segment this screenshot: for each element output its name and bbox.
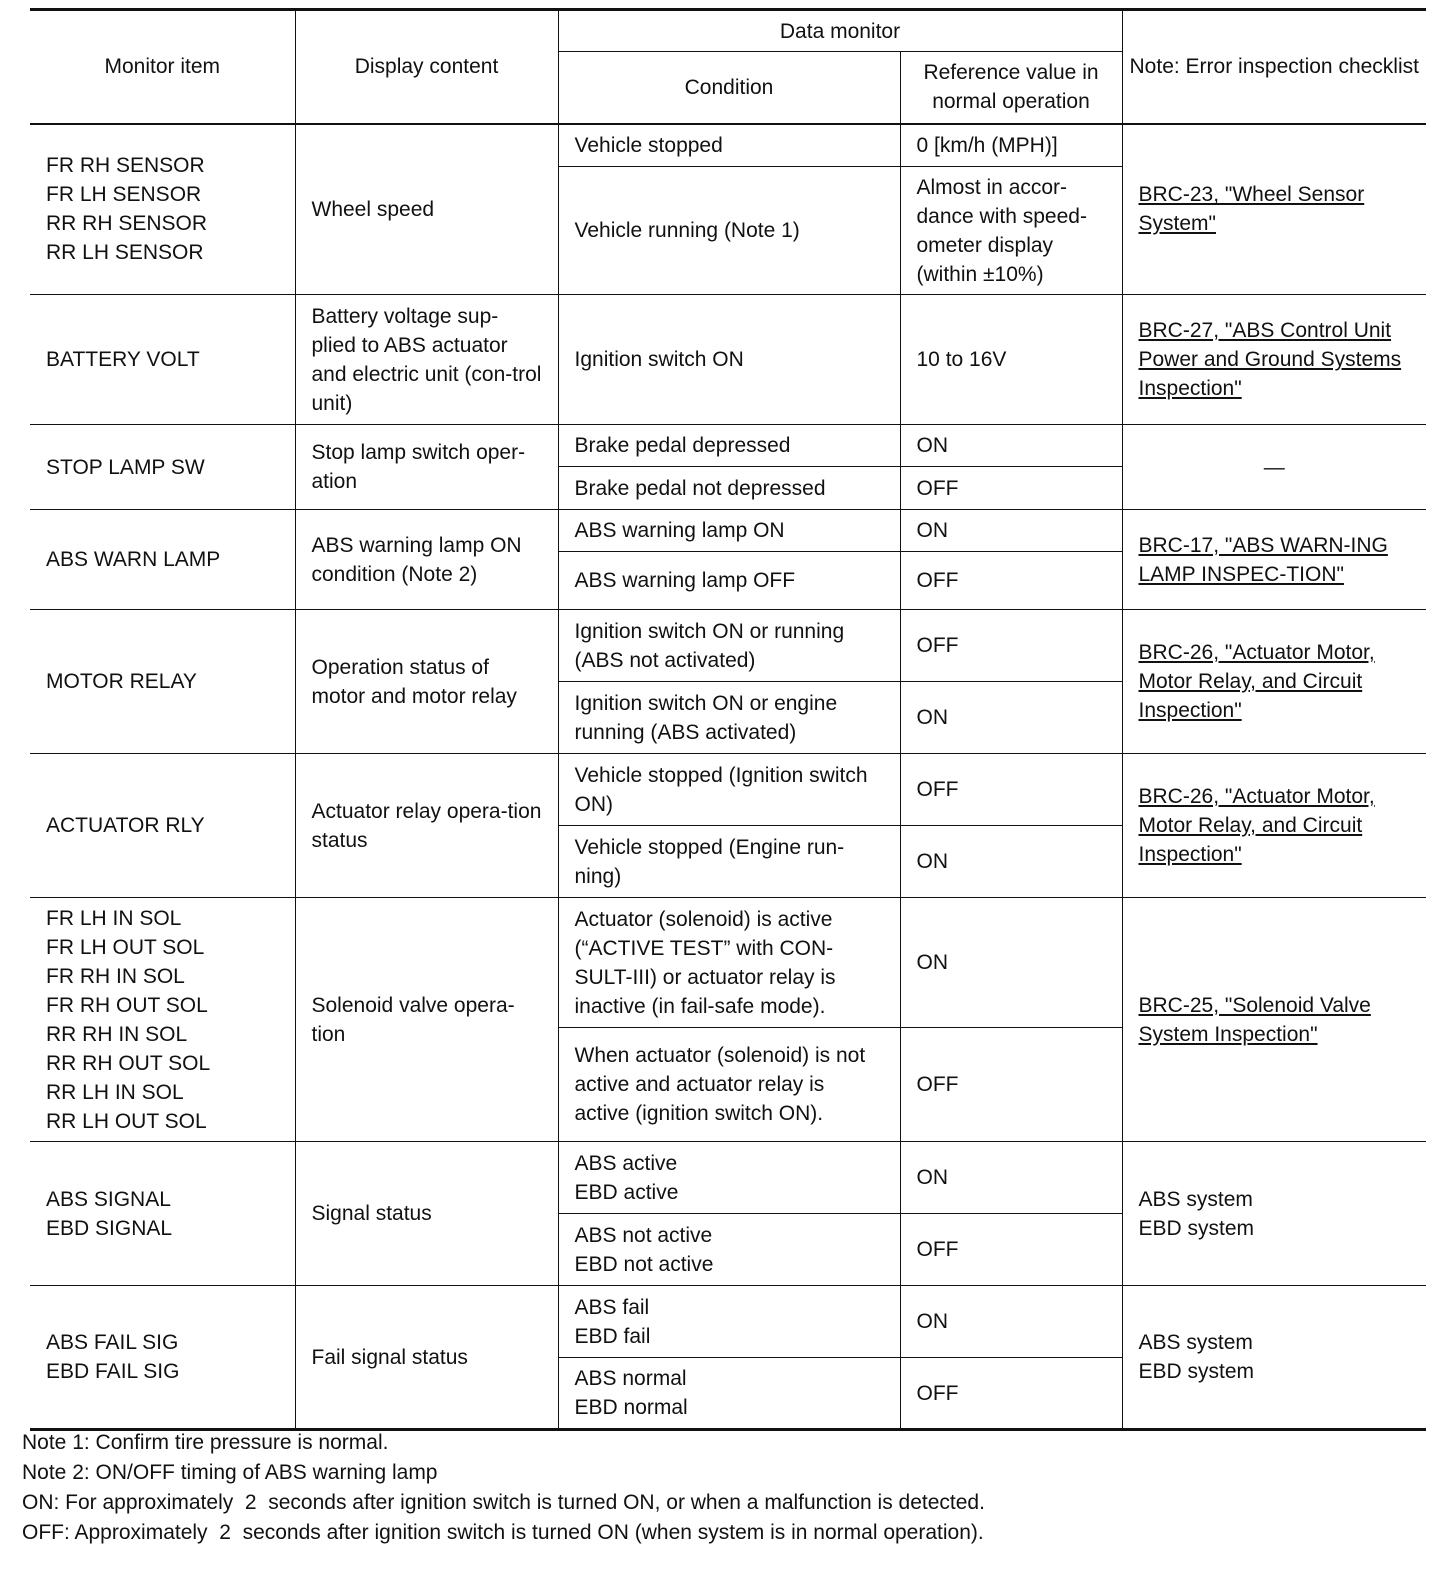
list-item: RR RH IN SOL xyxy=(46,1022,188,1046)
display-content-actuator-relay: Actuator relay opera-tion status xyxy=(295,754,558,898)
display-content-solenoid: Solenoid valve opera-tion xyxy=(295,898,558,1142)
footnote-1: Note 1: Confirm tire pressure is normal. xyxy=(22,1431,389,1454)
note-link-abs-warning-lamp[interactable]: BRC-17, "ABS WARN-ING LAMP INSPEC-TION" xyxy=(1122,510,1426,610)
display-content-battery: Battery voltage sup-plied to ABS actuator and electric unit (con-trol unit) xyxy=(295,295,558,425)
monitor-table-wrapper xyxy=(30,8,1426,1431)
footnote-off: OFF: Approximately 2 seconds after ignition switch is turned ON (when system is in normal operation). xyxy=(22,1521,984,1544)
condition-cell: ABS not active EBD not active xyxy=(558,1214,900,1286)
condition-cell: Ignition switch ON or running (ABS not activated) xyxy=(558,610,900,682)
footnotes xyxy=(22,1428,1432,1548)
condition-cell: Vehicle stopped (Engine run-ning) xyxy=(558,826,900,898)
header-data-monitor: Data monitor xyxy=(558,10,1122,52)
header-display-content: Display content xyxy=(295,10,558,124)
monitor-item-battery: BATTERY VOLT xyxy=(30,295,295,425)
condition-cell: Vehicle running (Note 1) xyxy=(558,167,900,295)
condition-cell: ABS normal EBD normal xyxy=(558,1358,900,1430)
display-content-motor-relay: Operation status of motor and motor relay xyxy=(295,610,558,754)
footnote-2: Note 2: ON/OFF timing of ABS warning lamp xyxy=(22,1461,438,1484)
header-note: Note: Error inspection checklist xyxy=(1122,10,1426,124)
list-item: FR RH SENSOR xyxy=(46,154,205,178)
list-item: ABS FAIL SIG xyxy=(46,1331,179,1354)
header-monitor-item: Monitor item xyxy=(30,10,295,124)
display-content-signal: Signal status xyxy=(295,1142,558,1286)
note-link-actuator-motor-2[interactable]: BRC-26, "Actuator Motor, Motor Relay, and Circuit Inspection" xyxy=(1122,754,1426,898)
monitor-item-signals xyxy=(30,1142,295,1286)
list-item: RR RH SENSOR xyxy=(46,212,208,236)
note-link-wheel-sensor[interactable]: BRC-23, "Wheel Sensor System" xyxy=(1122,124,1426,295)
condition-cell: When actuator (solenoid) is not active and actuator relay is active (ignition switch ON). xyxy=(558,1028,900,1142)
note-none: — xyxy=(1122,425,1426,510)
condition-cell: Brake pedal not depressed xyxy=(558,467,900,510)
reference-cell: ON xyxy=(900,1286,1122,1358)
monitor-item-solenoids xyxy=(30,898,295,1142)
reference-cell: ON xyxy=(900,826,1122,898)
reference-cell: OFF xyxy=(900,552,1122,610)
condition-cell: Brake pedal depressed xyxy=(558,425,900,467)
condition-cell: Ignition switch ON or engine running (ABS activated) xyxy=(558,682,900,754)
list-item: RR RH OUT SOL xyxy=(46,1051,211,1075)
display-content-abs-warn-lamp: ABS warning lamp ON condition (Note 2) xyxy=(295,510,558,610)
reference-cell: OFF xyxy=(900,1358,1122,1430)
monitor-item-actuator-relay: ACTUATOR RLY xyxy=(30,754,295,898)
condition-cell: Vehicle stopped (Ignition switch ON) xyxy=(558,754,900,826)
list-item: FR LH OUT SOL xyxy=(46,935,205,959)
list-item: RR LH IN SOL xyxy=(46,1080,184,1104)
reference-cell: OFF xyxy=(900,754,1122,826)
list-item: FR LH IN SOL xyxy=(46,906,182,930)
list-item: EBD FAIL SIG xyxy=(46,1360,180,1383)
reference-cell: ON xyxy=(900,1142,1122,1214)
footnote-on: ON: For approximately 2 seconds after ignition switch is turned ON, or when a malfunction is detected. xyxy=(22,1491,985,1514)
reference-cell: 10 to 16V xyxy=(900,295,1122,425)
list-item: ABS SIGNAL xyxy=(46,1187,171,1211)
monitor-item-wheel-sensors xyxy=(30,124,295,295)
list-item: EBD SIGNAL xyxy=(46,1216,173,1240)
condition-cell: Ignition switch ON xyxy=(558,295,900,425)
condition-cell: Vehicle stopped xyxy=(558,124,900,167)
list-item: FR LH SENSOR xyxy=(46,183,202,207)
reference-cell: ON xyxy=(900,898,1122,1028)
data-monitor-table xyxy=(30,8,1426,1431)
condition-cell: ABS warning lamp ON xyxy=(558,510,900,552)
display-content-wheel: Wheel speed xyxy=(295,124,558,295)
note-fail-systems: ABS system EBD system xyxy=(1122,1286,1426,1430)
reference-cell: OFF xyxy=(900,1028,1122,1142)
reference-cell: ON xyxy=(900,682,1122,754)
monitor-item-abs-warn-lamp: ABS WARN LAMP xyxy=(30,510,295,610)
condition-cell: ABS active EBD active xyxy=(558,1142,900,1214)
note-link-abs-control-unit[interactable]: BRC-27, "ABS Control Unit Power and Ground Systems Inspection" xyxy=(1122,295,1426,425)
note-link-actuator-motor[interactable]: BRC-26, "Actuator Motor, Motor Relay, and Circuit Inspection" xyxy=(1122,610,1426,754)
list-item: RR LH OUT SOL xyxy=(46,1109,207,1133)
display-content-fail-signal: Fail signal status xyxy=(295,1286,558,1430)
header-reference-value: Reference value in normal operation xyxy=(900,52,1122,124)
reference-cell: OFF xyxy=(900,467,1122,510)
reference-cell: OFF xyxy=(900,610,1122,682)
list-item: RR LH SENSOR xyxy=(46,241,204,265)
note-link-solenoid-valve[interactable]: BRC-25, "Solenoid Valve System Inspection" xyxy=(1122,898,1426,1142)
reference-cell: ON xyxy=(900,510,1122,552)
monitor-item-motor-relay: MOTOR RELAY xyxy=(30,610,295,754)
monitor-item-stop-lamp: STOP LAMP SW xyxy=(30,425,295,510)
note-signal-systems: ABS system EBD system xyxy=(1122,1142,1426,1286)
monitor-item-fail-signals xyxy=(30,1286,295,1430)
list-item: FR RH OUT SOL xyxy=(46,993,208,1017)
reference-cell: 0 [km/h (MPH)] xyxy=(900,124,1122,167)
condition-cell: ABS fail EBD fail xyxy=(558,1286,900,1358)
header-condition: Condition xyxy=(558,52,900,124)
reference-cell: OFF xyxy=(900,1214,1122,1286)
reference-cell: ON xyxy=(900,425,1122,467)
display-content-stop-lamp: Stop lamp switch oper-ation xyxy=(295,425,558,510)
list-item: FR RH IN SOL xyxy=(46,964,185,988)
condition-cell: ABS warning lamp OFF xyxy=(558,552,900,610)
condition-cell: Actuator (solenoid) is active (“ACTIVE TEST” with CON-SULT-III) or actuator relay is inactive (in fail-safe mode). xyxy=(558,898,900,1028)
reference-cell: Almost in accor-dance with speed-ometer display (within ±10%) xyxy=(900,167,1122,295)
